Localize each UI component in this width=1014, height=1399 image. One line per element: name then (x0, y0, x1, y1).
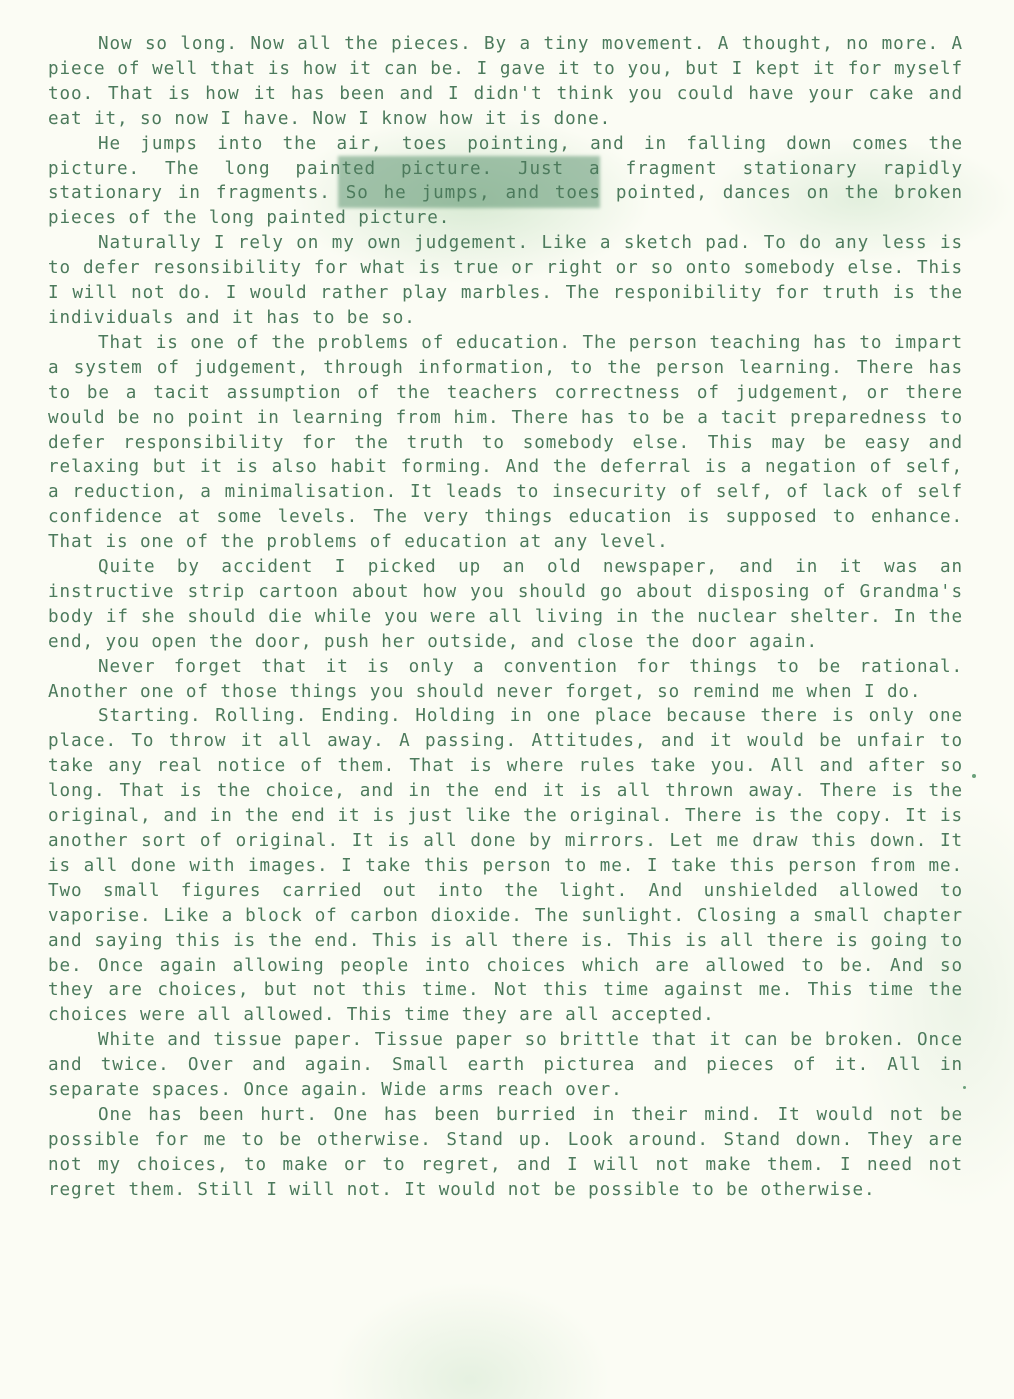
paragraph: He jumps into the air, toes pointing, and in falling down comes the picture. The long painted picture. Just a fragment stationary rapidly stationary in fragments. So he jumps, and toes pointed, dances on the broken pieces of the long painted picture. (48, 133, 963, 229)
paragraph: That is one of the problems of education. The person teaching has to impart a system of judgement, through information, to the person learning. There has to be a tacit assumption of the teachers correctness of judgement, or there would be no point in learning from him. There has to be a tacit preparedness to defer responsibility for the truth to somebody else. This may be easy and relaxing but it is also habit forming. And the deferral is a negation of self, a reduction, a minimalisation. It leads to insecurity of self, of lack of self confidence at some levels. The very things education is supposed to enhance. That is one of the problems of education at any level. (48, 332, 963, 553)
paragraph: Starting. Rolling. Ending. Holding in one place because there is only one place. To throw it all away. A passing. Attitudes, and it would be unfair to take any real notice of them. That is where rules take you. All and after so long. That is the choice, and in the end it is all thrown away. There is the original, and in the end it is just like the original. There is the copy. It is another sort of original. It is all done by mirrors. Let me draw this down. It is all done with images. I take this person to me. I take this person from me. Two small figures carried out into the light. And unshielded allowed to vaporise. Like a block of carbon dioxide. The sunlight. Closing a small chapter and saying this is the end. This is all there is. This is all there is going to be. Once again allowing people into choices which are allowed to be. And so they are choices, but not this time. Not this time against me. This time the choices were all allowed. This time they are all accepted. (48, 706, 963, 1026)
ink-smudge (963, 1086, 966, 1089)
ink-smudge (972, 774, 976, 778)
paragraph: Never forget that it is only a convention for things to be rational. Another one of those things you should never forget, so remind me when I do. (48, 656, 963, 702)
paragraph: One has been hurt. One has been burried in their mind. It would not be possible for me to be otherwise. Stand up. Look around. Stand down. They are not my choices, to make or to regret, and I will not make them. I need not regret them. Still I will not. It would not be possible to be otherwise. (48, 1104, 963, 1200)
typed-text-body (48, 32, 963, 1203)
paragraph: Now so long. Now all the pieces. By a tiny movement. A thought, no more. A piece of well that is how it can be. I gave it to you, but I kept it for myself too. That is how it has been and I didn't think you could have your cake and eat it, so now I have. Now I know how it is done. (48, 34, 963, 129)
paragraph: Quite by accident I picked up an old newspaper, and in it was an instructive strip cartoon about how you should go about disposing of Grandma's body if she should die while you were all living in the nuclear shelter. In the end, you open the door, push her outside, and close the door again. (48, 557, 963, 652)
paragraph: White and tissue paper. Tissue paper so brittle that it can be broken. Once and twice. Over and again. Small earth picturea and pieces of it. All in separate spaces. Once again. Wide arms reach over. (48, 1030, 963, 1101)
paragraph: Naturally I rely on my own judgement. Like a sketch pad. To do any less is to defer resonsibility for what is true or right or so onto somebody else. This I will not do. I would rather play marbles. The responibility for truth is the individuals and it has to be so. (48, 233, 963, 328)
